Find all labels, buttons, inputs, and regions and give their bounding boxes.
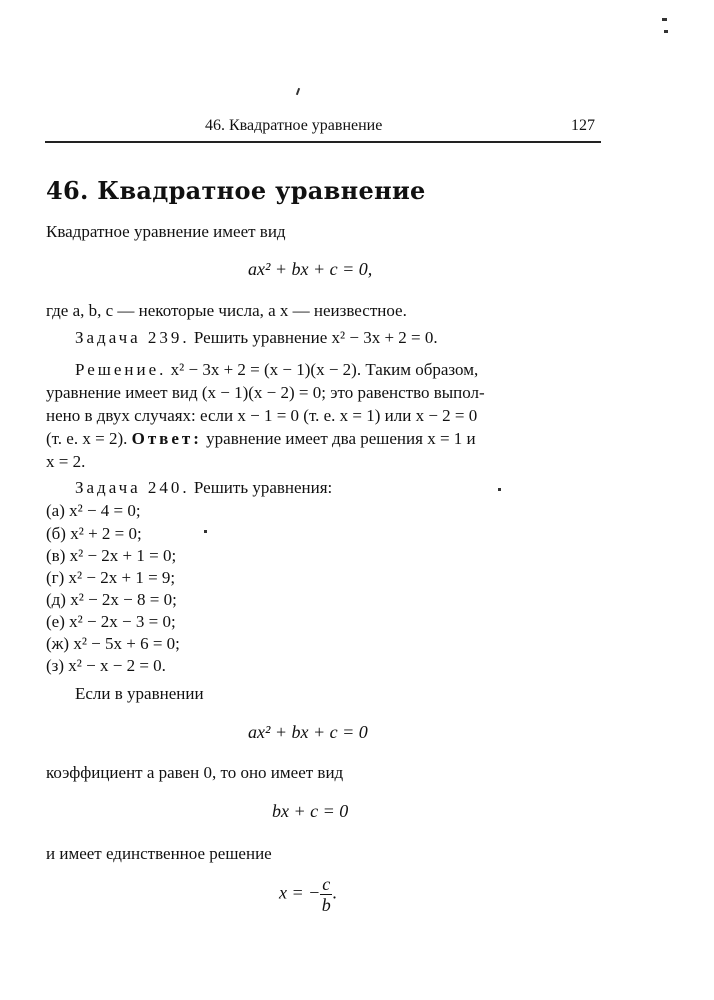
solution-line-5: x = 2. xyxy=(46,452,86,471)
exercise-equation: x² − 4 = 0; xyxy=(69,501,141,520)
fraction-numerator: c xyxy=(322,874,331,894)
scan-speck xyxy=(204,530,207,533)
solution-formula xyxy=(279,874,337,915)
scan-speck xyxy=(664,30,668,33)
general-equation: ax² + bx + c = 0, xyxy=(248,259,373,279)
solution-line-4-pre: (т. е. x = 2). xyxy=(46,429,128,448)
fraction-denominator: b xyxy=(321,895,331,915)
problem-240-statement: Решить уравнения: xyxy=(193,478,333,497)
running-head-title: 46. Квадратное уравнение xyxy=(205,117,383,134)
header-rule xyxy=(45,141,601,143)
formula-period: . xyxy=(332,882,337,903)
exercise-letter: (з) xyxy=(46,656,65,675)
exercise-b xyxy=(46,524,142,544)
exercise-equation: x² + 2 = 0; xyxy=(70,524,142,543)
exercise-g xyxy=(46,568,175,588)
formula-lhs: x = − xyxy=(279,882,321,903)
exercise-letter: (е) xyxy=(46,612,65,631)
exercise-letter: (б) xyxy=(46,524,66,543)
intro-text: Квадратное уравнение имеет вид xyxy=(46,222,286,241)
exercise-letter: (д) xyxy=(46,590,66,609)
exercise-d xyxy=(46,590,177,610)
fraction xyxy=(320,874,332,915)
where-line: где a, b, c — некоторые числа, а x — неизвестное. xyxy=(46,301,407,320)
quadratic-equation: ax² + bx + c = 0 xyxy=(248,722,368,742)
exercise-letter: (ж) xyxy=(46,634,70,653)
problem-240-label: Задача 240. xyxy=(75,478,190,497)
scan-speck xyxy=(662,18,667,21)
answer-label: Ответ: xyxy=(131,429,202,448)
solution-label: Решение. xyxy=(75,360,167,379)
solution-line-3: нено в двух случаях: если x − 1 = 0 (т. е. x = 1) или x − 2 = 0 xyxy=(46,406,478,425)
scan-speck xyxy=(296,88,300,95)
exercise-equation: x² − 2x + 1 = 0; xyxy=(69,546,177,565)
exercise-letter: (в) xyxy=(46,546,66,565)
exercise-zh xyxy=(46,634,180,654)
linear-equation: bx + c = 0 xyxy=(272,801,349,821)
problem-239 xyxy=(75,328,438,348)
exercise-equation: x² − 2x − 8 = 0; xyxy=(70,590,177,609)
page-number: 127 xyxy=(571,117,595,134)
exercise-e xyxy=(46,612,176,632)
unique-solution-text: и имеет единственное решение xyxy=(46,844,272,863)
coefficient-line: коэффициент a равен 0, то оно имеет вид xyxy=(46,763,344,782)
exercise-letter: (г) xyxy=(46,568,65,587)
solution-line-1-text: x² − 3x + 2 = (x − 1)(x − 2). Таким образом, xyxy=(170,360,479,379)
problem-239-label: Задача 239. xyxy=(75,328,190,347)
problem-239-statement: Решить уравнение x² − 3x + 2 = 0. xyxy=(193,328,438,347)
section-heading: 46. Квадратное уравнение xyxy=(46,176,426,205)
solution-line-4-post: уравнение имеет два решения x = 1 и xyxy=(206,429,476,448)
if-in-equation-text: Если в уравнении xyxy=(75,684,204,703)
exercise-a xyxy=(46,501,141,521)
exercise-equation: x² − 2x − 3 = 0; xyxy=(69,612,176,631)
exercise-z xyxy=(46,656,166,676)
solution-line-2: уравнение имеет вид (x − 1)(x − 2) = 0; это равенство выпол- xyxy=(46,383,485,402)
exercise-equation: x² − x − 2 = 0. xyxy=(68,656,166,675)
solution-line-4 xyxy=(46,429,476,449)
exercise-v xyxy=(46,546,176,566)
solution-line-1 xyxy=(75,360,478,380)
scan-speck xyxy=(498,488,501,491)
problem-240 xyxy=(75,478,332,498)
exercise-letter: (а) xyxy=(46,501,65,520)
exercise-equation: x² − 2x + 1 = 9; xyxy=(68,568,176,587)
exercise-equation: x² − 5x + 6 = 0; xyxy=(73,634,180,653)
